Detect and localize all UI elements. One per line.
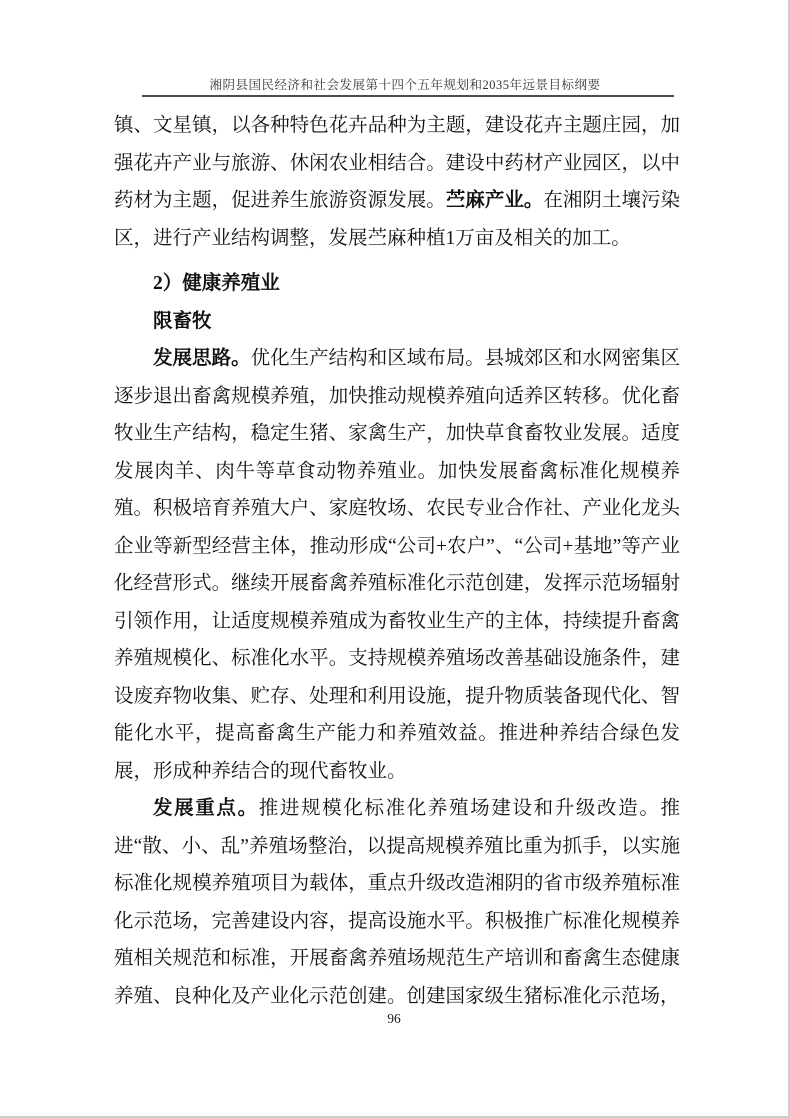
paragraph-development-focus <box>114 790 680 1015</box>
text-run: 在湘阴土壤污染区，进行产业结构调整，发展苎麻种植1万亩及相关的加工。 <box>114 190 680 249</box>
section-heading-healthy-breeding: 2）健康养殖业 <box>153 273 280 294</box>
page-number: 96 <box>387 1011 401 1026</box>
text-run: 推进规模化标准化养殖场建设和升级改造。推进“散、小、乱”养殖场整治，以提高规模养殖比重为抓手，以实施标准化规模养殖项目为载体，重点升级改造湘阴的省市级养殖标准化示范场，完善建设内容，提高设施水平。积极推广标准化规模养殖相关规范和标准，开展畜禽养殖场规范生产培训和畜禽生态健康养殖、良种化及产业化示范创建。创建国家级生猪标准化示范场， <box>114 798 680 1007</box>
bold-lead-development-focus: 发展重点。 <box>153 798 259 819</box>
text-run: 镇、文星镇，以各种特色花卉品种为主题，建设花卉主题庄园，加强花卉产业与旅游、休闲农业相结合。建设中药材产业园区，以中药材为主题，促进养生旅游资源发展。 <box>114 115 680 211</box>
text-run: 优化生产结构和区域布局。县城郊区和水网密集区逐步退出畜禽规模养殖，加快推动规模养殖向适养区转移。优化畜牧业生产结构，稳定生猪、家禽生产，加快草食畜牧业发展。适度发展肉羊、肉牛等草食动物养殖业。加快发展畜禽标准化规模养殖。积极培育养殖大户、家庭牧场、农民专业合作社、产业化龙头企业等新型经营主体，推动形成“公司+农户”、“公司+基地”等产业化经营形式。继续开展畜禽养殖标准化示范创建，发挥示范场辐射引领作用，让适度规模养殖成为畜牧业生产的主体，持续提升畜禽养殖规模化、标准化水平。支持规模养殖场改善基础设施条件，建设废弃物收集、贮存、处理和利用设施，提升物质装备现代化、智能化水平，提高畜禽生产能力和养殖效益。推进种养结合绿色发展，形成种养结合的现代畜牧业。 <box>114 348 680 782</box>
document-body <box>114 107 680 1015</box>
bold-term-hemp-industry: 苎麻产业。 <box>445 190 544 211</box>
paragraph-development-idea <box>114 340 680 790</box>
page-header-title: 湘阴县国民经济和社会发展第十四个五年规划和2035年远景目标纲要 <box>209 78 601 92</box>
bold-lead-development-idea: 发展思路。 <box>153 348 251 369</box>
paragraph-flower-hemp-industry <box>114 107 680 257</box>
subsection-heading-limit-livestock: 限畜牧 <box>153 310 212 332</box>
header-rule <box>142 95 674 97</box>
